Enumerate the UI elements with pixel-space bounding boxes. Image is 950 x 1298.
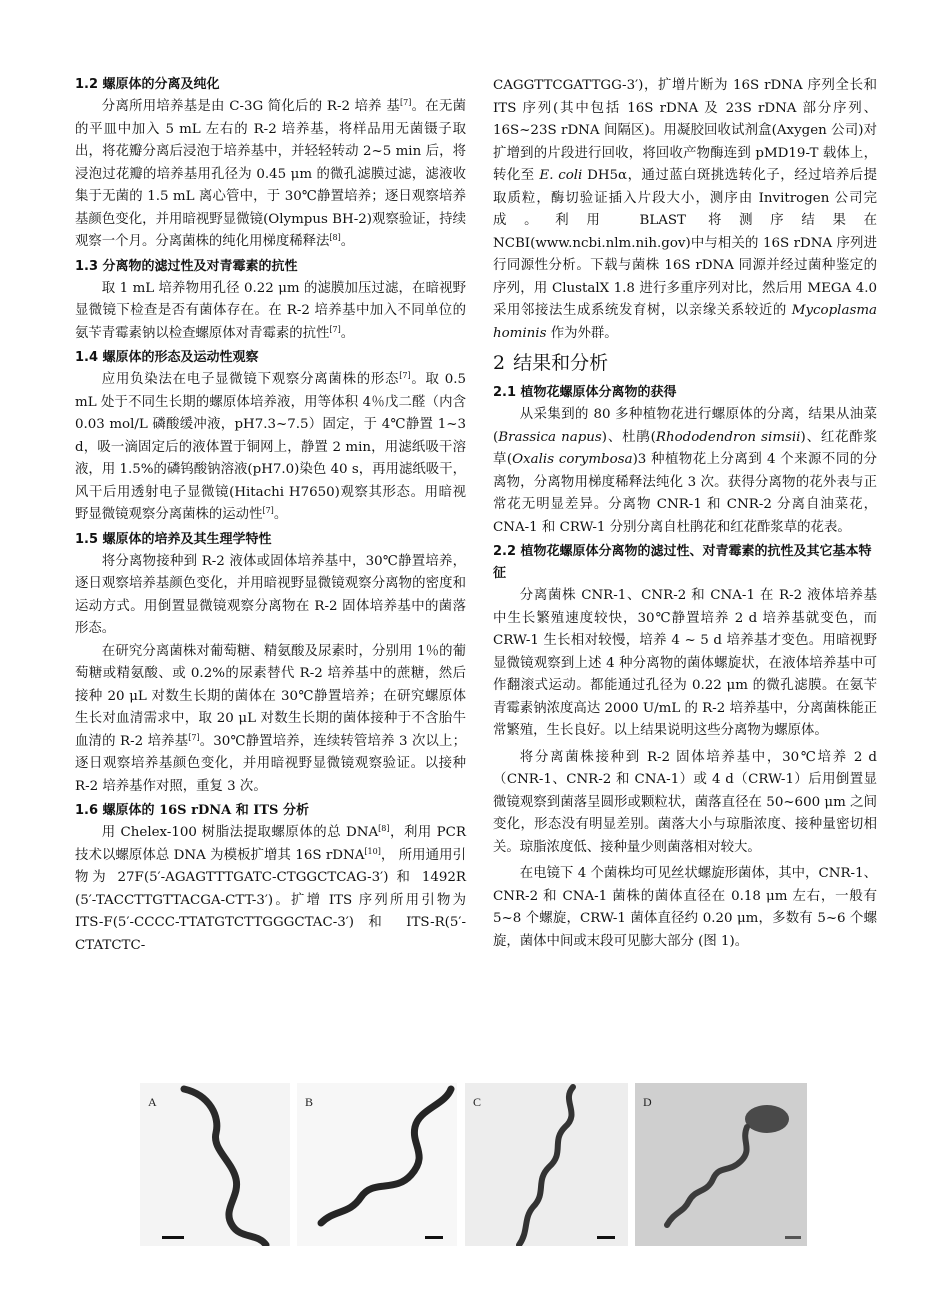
section-1-5-title: 1.5 螺原体的培养及其生理学特性: [75, 531, 272, 547]
citation: [10]: [364, 846, 381, 856]
section-1-4-paragraph: 应用负染法在电子显微镜下观察分离菌株的形态[7]。取 0.5 mL 处于不同生长期的螺原体培养液，用等体积 4％戊二醛（内含 0.03 mol/L 磷酸缓冲液，pH7.3~7.5）固定，于 4℃静置 1~3 d，吸一滴固定后的液体置于铜网上，静置 2 min，用滤纸吸干溶液，用 1.5%的磷钨酸钠溶液(pH7.0)染色 40 s，再用滤纸吸干，风干后用透射电子显微镜(Hitachi H7650)观察其形态。用暗视野显微镜观察分离菌株的运动性[7]。: [75, 371, 467, 522]
section-2-2-title: 2.2 植物花螺原体分离物的滤过性、对青霉素的抗性及其它基本特征: [493, 544, 872, 581]
right-column: [493, 75, 877, 953]
section-1-3-paragraph: 取 1 mL 培养物用孔径 0.22 μm 的滤膜加压过滤，在暗视野显微镜下检查是否有菌体存在。在 R-2 培养基中加入不同单位的氨苄青霉素钠以检查螺原体对青霉素的抗性[7]。: [75, 280, 466, 341]
spiroplasma-micrograph-a: [140, 1083, 290, 1246]
figure-panel-a: [140, 1083, 290, 1246]
section-2-2-paragraph-2: 将分离菌株接种到 R-2 固体培养基中，30℃培养 2 d（CNR-1、CNR-2 和 CNA-1）或 4 d（CRW-1）后用倒置显微镜观察到菌落呈圆形或颗粒状，菌落直径在 50~600 μm 之间变化，形态没有明显差别。菌落大小与琼脂浓度、接种量密切相关。琼脂浓度低、接种量少则菌落相对较大。: [493, 749, 877, 855]
citation: [7]: [262, 506, 274, 515]
section-1-4-title: 1.4 螺原体的形态及运动性观察: [75, 350, 259, 365]
figure-panel-c: [465, 1083, 628, 1246]
scale-bar: [162, 1236, 184, 1239]
panel-label: A: [148, 1095, 157, 1109]
section-1-5-paragraph-1: 将分离物接种到 R-2 液体或固体培养基中，30℃静置培养，逐日观察培养基颜色变化，并用暗视野显微镜观察分离物的密度和运动方式。用倒置显微镜观察分离物在 R-2 固体培养基中的菌落形态。: [75, 553, 466, 636]
scale-bar: [425, 1236, 443, 1239]
scale-bar: [785, 1236, 801, 1239]
spiroplasma-micrograph-b: [297, 1083, 457, 1246]
panel-label: C: [473, 1095, 482, 1109]
section-2-heading: 2 结果和分析: [493, 352, 609, 374]
section-1-6-title: 1.6 螺原体的 16S rDNA 和 ITS 分析: [75, 803, 309, 818]
spiroplasma-micrograph-d: [635, 1083, 807, 1246]
panel-label: D: [643, 1095, 652, 1109]
section-1-3-title: 1.3 分离物的滤过性及对青霉素的抗性: [75, 258, 298, 274]
section-1-5-paragraph-2: 在研究分离菌株对葡萄糖、精氨酸及尿素时，分别用 1％的葡萄糖或精氨酸、或 0.2%的尿素替代 R-2 培养基中的蔗糖，然后接种 20 μL 对数生长期的菌体在 30℃静置培养；在研究螺原体生长对血清需求中，取 20 μL 对数生长期的菌体接种于不含胎牛血清的 R-2 培养基[7]。30℃静置培养，连续转管培养 3 次以上；逐日观察培养基颜色变化，并用暗视野显微镜观察验证。以接种 R-2 培养基作对照，重复 3 次。: [75, 643, 466, 794]
citation: [7]: [329, 324, 341, 334]
citation: [8]: [378, 824, 390, 833]
citation: [8]: [329, 233, 341, 242]
section-2-2-paragraph-3: 在电镜下 4 个菌株均可见丝状螺旋形菌体，其中，CNR-1、CNR-2 和 CNA-1 菌株的菌体直径在 0.18 μm 左右，一般有 5~8 个螺旋，CRW-1 菌体直径约 0.20 μm，多数有 5~6 个螺旋，菌体中间或末段可见膨大部分 (图 1)。: [493, 866, 877, 949]
section-2-2-paragraph-1: 分离菌株 CNR-1、CNR-2 和 CNA-1 在 R-2 液体培养基中生长繁殖速度较快，30℃静置培养 2 d 培养基就变色，而 CRW-1 生长相对较慢，培养 4 ~ 5 d 培养基才变色。用暗视野显微镜观察到上述 4 种分离物的菌体螺旋状，在液体培养基中可作翻滚式运动。都能通过孔径为 0.22 μm 的微孔滤膜。在氨苄青霉素钠浓度高达 2000 U/mL 的 R-2 培养基中，分离菌株能正常繁殖，生长良好。以上结果说明这些分离物为螺原体。: [493, 588, 877, 738]
section-1-6-paragraph: 用 Chelex-100 树脂法提取螺原体的总 DNA[8]，利用 PCR 技术以螺原体总 DNA 为模板扩增其 16S rDNA[10]， 所用通用引物为 27F(5′-AGAGTTTGATC-CTGGCTCAG-3′) 和 1492R (5′-TACCTTGTTACGA-CTT-3′)。扩增 ITS 序列所用引物为 ITS-F(5′-CCCC-TTATGTCTTGGGCTAC-3′) 和 ITS-R(5′-CTATCTC-: [75, 824, 466, 953]
section-2-1-paragraph: 从采集到的 80 多种植物花进行螺原体的分离，结果从油菜(Brassica napus)、杜鹃(Rhododendron simsii)、红花酢浆草(Oxalis corymbosa)3 种植物花上分离到 4 个来源不同的分离物，分离物用梯度稀释法纯化 3 次。获得分离物的花外表与正常花无明显差异。分离物 CNR-1 和 CNR-2 分离自油菜花，CNA-1 和 CRW-1 分别分离自杜鹃花和红花酢浆草的花表。: [493, 407, 878, 535]
citation: [7]: [399, 371, 411, 380]
figure-panel-b: [297, 1083, 457, 1246]
scale-bar: [597, 1236, 615, 1239]
section-1-6-continued: CAGGTTCGATTGG-3′)，扩增片断为 16S rDNA 序列全长和 ITS 序列(其中包括 16S rDNA 及 23S rDNA 部分序列、16S~23S rDNA 间隔区)。用凝胶回收试剂盒(Axygen 公司)对扩增到的片段进行回收，将回收产物酶连到 pMD19-T 载体上，转化至 E. coli DH5α，通过蓝白斑挑选转化子，经过培养后提取质粒，酶切验证插入片段大小，测序由 Invitrogen 公司完成。利用 BLAST 将测序结果在 NCBI(www.ncbi.nlm.nih.gov)中与相关的 16S rDNA 序列进行同源性分析。下载与菌株 16S rDNA 同源并经过菌种鉴定的序列，用 ClustalX 1.8 进行多重序列对比，然后用 MEGA 4.0 采用邻接法生成系统发育树，以亲缘关系较近的 Mycoplasma hominis 作为外群。: [493, 78, 878, 341]
citation: [7]: [188, 732, 200, 742]
left-column: [75, 74, 466, 957]
figure-panel-d: [635, 1083, 807, 1246]
section-2-1-title: 2.1 植物花螺原体分离物的获得: [493, 385, 677, 400]
section-1-2-title: 1.2 螺原体的分离及纯化: [75, 77, 220, 92]
spiroplasma-micrograph-c: [465, 1083, 628, 1246]
figure-1: [140, 1083, 808, 1253]
section-1-2-paragraph: 分离所用培养基是由 C-3G 简化后的 R-2 培养 基[7]。在无菌的平皿中加入 5 mL 左右的 R-2 培养基，将样品用无菌镊子取出，将花瓣分离后浸泡于培养基中，并轻轻转动 2~5 min 后，将浸泡过花瓣的培养基用孔径为 0.45 μm 的微孔滤膜过滤，滤液收集于无菌的 1.5 mL 离心管中，于 30℃静置培养；逐日观察培养基颜色变化，并用暗视野显微镜(Olympus BH-2)观察验证，持续观察一个月。分离菌株的纯化用梯度稀释法[8]。: [75, 98, 466, 249]
panel-label: B: [305, 1095, 314, 1109]
citation: [7]: [400, 98, 412, 107]
